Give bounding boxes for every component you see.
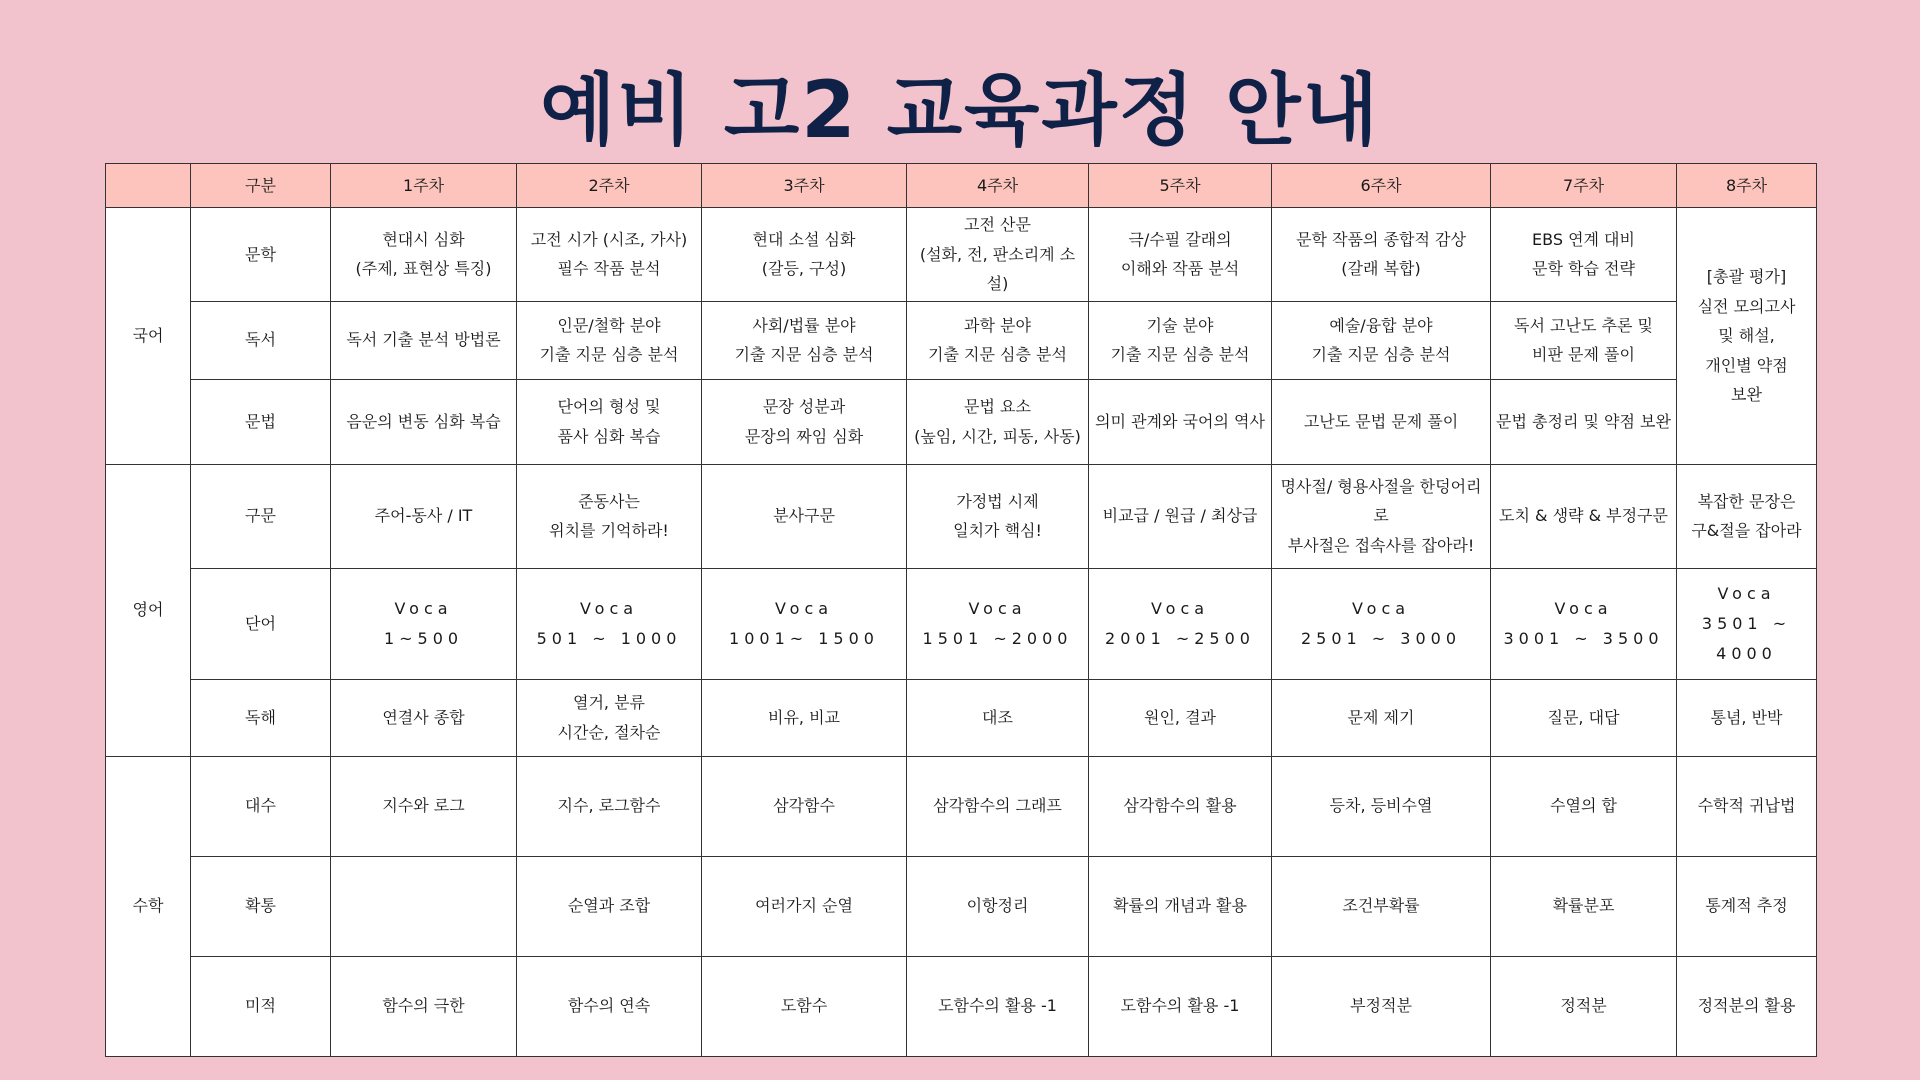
header-cell-week-2: 2주차: [517, 164, 702, 208]
table-cell: 통계적 추정: [1677, 856, 1817, 956]
table-cell: 질문, 대답: [1491, 679, 1677, 756]
table-cell: Voca 2501 ~ 3000: [1272, 568, 1491, 679]
table-cell: 정적분: [1491, 956, 1677, 1056]
table-cell: 원인, 결과: [1089, 679, 1272, 756]
table-cell: 분사구문: [702, 464, 907, 568]
table-cell: 삼각함수의 활용: [1089, 756, 1272, 856]
table-cell: 주어-동사 / IT: [331, 464, 517, 568]
table-cell: 문제 제기: [1272, 679, 1491, 756]
table-cell: Voca 1~500: [331, 568, 517, 679]
table-cell: 수열의 합: [1491, 756, 1677, 856]
subject-math: 수학: [106, 756, 191, 1056]
category-vocab: 단어: [191, 568, 331, 679]
table-cell: 극/수필 갈래의 이해와 작품 분석: [1089, 208, 1272, 302]
table-cell: 단어의 형성 및 품사 심화 복습: [517, 379, 702, 464]
category-comprehension: 독해: [191, 679, 331, 756]
table-cell: 부정적분: [1272, 956, 1491, 1056]
table-cell: 도함수의 활용 -1: [907, 956, 1089, 1056]
table-cell: 확률분포: [1491, 856, 1677, 956]
math-calculus-row: [106, 956, 1817, 1056]
math-algebra-row: [106, 756, 1817, 856]
table-cell: 문법 요소 (높임, 시간, 피동, 사동): [907, 379, 1089, 464]
category-probability: 확통: [191, 856, 331, 956]
table-cell: 음운의 변동 심화 복습: [331, 379, 517, 464]
header-cell-week-5: 5주차: [1089, 164, 1272, 208]
table-cell: 지수, 로그함수: [517, 756, 702, 856]
header-cell-category: 구분: [191, 164, 331, 208]
table-cell: 연결사 종합: [331, 679, 517, 756]
category-algebra: 대수: [191, 756, 331, 856]
table-cell: 삼각함수의 그래프: [907, 756, 1089, 856]
table-cell: 예술/융합 분야 기출 지문 심층 분석: [1272, 301, 1491, 379]
header-cell-week-3: 3주차: [702, 164, 907, 208]
category-calculus: 미적: [191, 956, 331, 1056]
table-cell: 독서 고난도 추론 및 비판 문제 풀이: [1491, 301, 1677, 379]
korean-week8-assessment: [총괄 평가] 실전 모의고사 및 해설, 개인별 약점 보완: [1677, 208, 1817, 465]
table-cell: Voca 3501 ~ 4000: [1677, 568, 1817, 679]
table-cell: Voca 3001 ~ 3500: [1491, 568, 1677, 679]
math-probability-row: [106, 856, 1817, 956]
table-cell: 조건부확률: [1272, 856, 1491, 956]
header-cell-week-6: 6주차: [1272, 164, 1491, 208]
table-cell: 가정법 시제 일치가 핵심!: [907, 464, 1089, 568]
table-cell: 순열과 조합: [517, 856, 702, 956]
table-cell: Voca 1001~ 1500: [702, 568, 907, 679]
table-cell: 고전 산문 (설화, 전, 판소리계 소설): [907, 208, 1089, 302]
subject-korean: 국어: [106, 208, 191, 465]
category-reading: 독서: [191, 301, 331, 379]
table-cell: 비유, 비교: [702, 679, 907, 756]
table-cell: 함수의 극한: [331, 956, 517, 1056]
korean-grammar-row: [106, 379, 1817, 464]
table-cell: 비교급 / 원급 / 최상급: [1089, 464, 1272, 568]
table-cell: [331, 856, 517, 956]
english-comprehension-row: [106, 679, 1817, 756]
header-cell-week-4: 4주차: [907, 164, 1089, 208]
table-cell: 명사절/ 형용사절을 한덩어리 로 부사절은 접속사를 잡아라!: [1272, 464, 1491, 568]
table-cell: 문장 성분과 문장의 짜임 심화: [702, 379, 907, 464]
table-cell: Voca 2001 ~2500: [1089, 568, 1272, 679]
table-cell: 문학 작품의 종합적 감상 (갈래 복합): [1272, 208, 1491, 302]
table-cell: 여러가지 순열: [702, 856, 907, 956]
english-syntax-row: [106, 464, 1817, 568]
table-cell: 고전 시가 (시조, 가사) 필수 작품 분석: [517, 208, 702, 302]
table-cell: 과학 분야 기출 지문 심층 분석: [907, 301, 1089, 379]
table-cell: 도함수: [702, 956, 907, 1056]
table-cell: 통념, 반박: [1677, 679, 1817, 756]
table-cell: 현대 소설 심화 (갈등, 구성): [702, 208, 907, 302]
table-cell: 사회/법률 분야 기출 지문 심층 분석: [702, 301, 907, 379]
table-cell: 기술 분야 기출 지문 심층 분석: [1089, 301, 1272, 379]
table-cell: Voca 1501 ~2000: [907, 568, 1089, 679]
table-cell: 등차, 등비수열: [1272, 756, 1491, 856]
table-cell: 함수의 연속: [517, 956, 702, 1056]
table-cell: 정적분의 활용: [1677, 956, 1817, 1056]
english-vocab-row: [106, 568, 1817, 679]
table-cell: 문법 총정리 및 약점 보완: [1491, 379, 1677, 464]
table-cell: 도치 & 생략 & 부정구문: [1491, 464, 1677, 568]
header-cell-week-7: 7주차: [1491, 164, 1677, 208]
table-cell: 의미 관계와 국어의 역사: [1089, 379, 1272, 464]
table-cell: 인문/철학 분야 기출 지문 심층 분석: [517, 301, 702, 379]
header-cell-week-8: 8주차: [1677, 164, 1817, 208]
table-cell: Voca 501 ~ 1000: [517, 568, 702, 679]
page-title: 예비 고2 교육과정 안내: [540, 66, 1380, 156]
category-grammar: 문법: [191, 379, 331, 464]
curriculum-table: [105, 163, 1817, 1057]
korean-literature-row: [106, 208, 1817, 302]
table-cell: 수학적 귀납법: [1677, 756, 1817, 856]
table-cell: 독서 기출 분석 방법론: [331, 301, 517, 379]
table-cell: 지수와 로그: [331, 756, 517, 856]
subject-english: 영어: [106, 464, 191, 756]
table-cell: 이항정리: [907, 856, 1089, 956]
header-cell-corner: [106, 164, 191, 208]
table-cell: 확률의 개념과 활용: [1089, 856, 1272, 956]
table-cell: 열거, 분류 시간순, 절차순: [517, 679, 702, 756]
table-cell: 대조: [907, 679, 1089, 756]
korean-reading-row: [106, 301, 1817, 379]
table-cell: 현대시 심화 (주제, 표현상 특징): [331, 208, 517, 302]
table-cell: 삼각함수: [702, 756, 907, 856]
category-literature: 문학: [191, 208, 331, 302]
header-cell-week-1: 1주차: [331, 164, 517, 208]
category-syntax: 구문: [191, 464, 331, 568]
table-cell: 준동사는 위치를 기억하라!: [517, 464, 702, 568]
table-cell: 고난도 문법 문제 풀이: [1272, 379, 1491, 464]
table-cell: 도함수의 활용 -1: [1089, 956, 1272, 1056]
table-cell: EBS 연계 대비 문학 학습 전략: [1491, 208, 1677, 302]
table-cell: 복잡한 문장은 구&절을 잡아라: [1677, 464, 1817, 568]
header-row: [106, 164, 1817, 208]
